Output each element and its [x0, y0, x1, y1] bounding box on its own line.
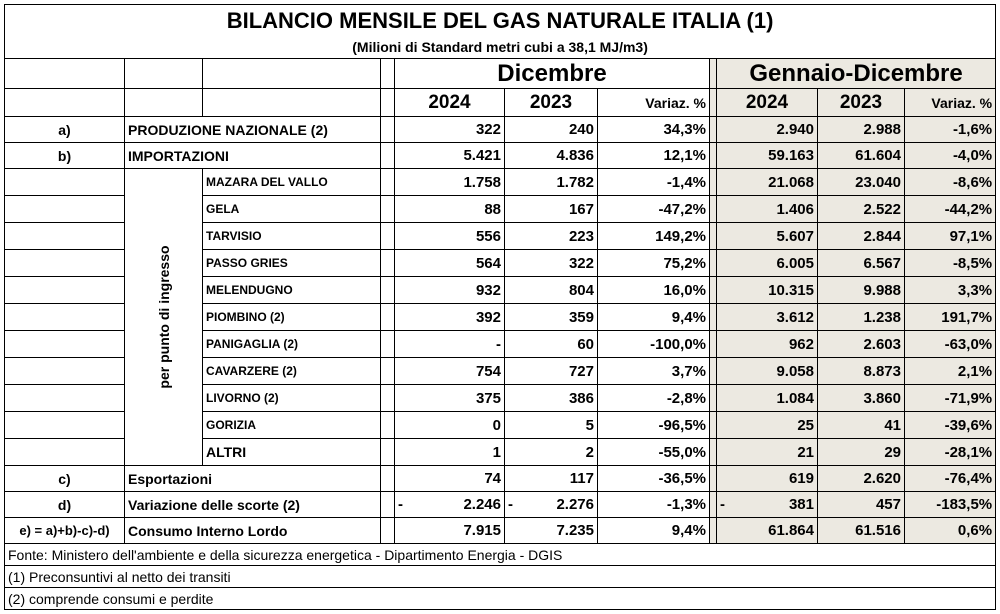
value-month-2023: 7.235 [505, 518, 598, 544]
table-row [5, 492, 996, 518]
value-month-var: -100,0% [598, 331, 710, 358]
value-month-2023: 322 [505, 250, 598, 277]
cell-empty [5, 439, 125, 466]
table-title: BILANCIO MENSILE DEL GAS NATURALE ITALIA (1) [5, 5, 996, 37]
value-cum-var: -28,1% [905, 439, 996, 466]
cell-empty [5, 89, 125, 117]
value-cum-2023: 61.516 [818, 518, 905, 544]
cell-gap [710, 277, 717, 304]
footnote-1: (1) Preconsuntivi al netto dei transiti [5, 566, 996, 588]
value-month-2023: 359 [505, 304, 598, 331]
header-year-month-2023: 2023 [505, 89, 598, 117]
value-cum-2023: 61.604 [818, 143, 905, 169]
gas-balance-table [4, 4, 996, 610]
value-cum-var: 3,3% [905, 277, 996, 304]
cell-gap [710, 117, 717, 143]
cell-gap [381, 59, 395, 89]
table-row [5, 117, 996, 143]
value-month-var: 75,2% [598, 250, 710, 277]
value-cum-var: -4,0% [905, 143, 996, 169]
cell-gap [710, 59, 717, 89]
header-year-cum-2024: 2024 [717, 89, 818, 117]
row-label: Consumo Interno Lordo [125, 518, 381, 544]
value-month-2024: 392 [395, 304, 505, 331]
cell-empty [5, 59, 125, 89]
value-month-2024: 74 [395, 466, 505, 492]
cell-gap [710, 304, 717, 331]
value-cum-2023: 23.040 [818, 169, 905, 196]
value-month-var: -1,4% [598, 169, 710, 196]
value-cum-2024: 10.315 [717, 277, 818, 304]
sign-minus: - [398, 496, 403, 513]
value-cum-2024: 9.058 [717, 358, 818, 385]
value-cum-2024: 619 [717, 466, 818, 492]
row-label: PRODUZIONE NAZIONALE (2) [125, 117, 381, 143]
value-month-2024: 0 [395, 412, 505, 439]
value-cum-2023: 41 [818, 412, 905, 439]
value-cum-2023: 6.567 [818, 250, 905, 277]
cell-gap [381, 492, 395, 518]
value-cum-2024: 21.068 [717, 169, 818, 196]
table-row [5, 143, 996, 169]
cell-gap [381, 143, 395, 169]
cell-empty [125, 89, 203, 117]
row-letter: a) [5, 117, 125, 143]
header-year-month-2024: 2024 [395, 89, 505, 117]
value-month-var: -2,8% [598, 385, 710, 412]
cell-gap [381, 223, 395, 250]
value-month-2024: 1.758 [395, 169, 505, 196]
entry-point-label: ALTRI [203, 439, 381, 466]
sign-minus: - [720, 496, 725, 513]
cell-empty [5, 196, 125, 223]
cell-gap [710, 331, 717, 358]
cell-empty [5, 331, 125, 358]
vertical-label-cell [125, 169, 203, 466]
value-month-2024: 322 [395, 117, 505, 143]
value-month-var: 16,0% [598, 277, 710, 304]
value-month-2024: 564 [395, 250, 505, 277]
cell-empty [5, 169, 125, 196]
value-month-var: 9,4% [598, 304, 710, 331]
entry-point-label: PANIGAGLIA (2) [203, 331, 381, 358]
value-cum-2023: 9.988 [818, 277, 905, 304]
value-cum-2023: 2.988 [818, 117, 905, 143]
value-cum-var: -76,4% [905, 466, 996, 492]
vertical-label: per punto di ingresso [155, 245, 172, 389]
table-row [5, 466, 996, 492]
value-month-var: 9,4% [598, 518, 710, 544]
value-month-2023: 727 [505, 358, 598, 385]
cell-gap [381, 518, 395, 544]
cell-gap [381, 385, 395, 412]
entry-point-label: LIVORNO (2) [203, 385, 381, 412]
cell-gap [381, 412, 395, 439]
value-cum-var: 191,7% [905, 304, 996, 331]
value-month-2023: 804 [505, 277, 598, 304]
value-month-var: -36,5% [598, 466, 710, 492]
entry-point-label: GORIZIA [203, 412, 381, 439]
cell-gap [710, 143, 717, 169]
value-month-var: -1,3% [598, 492, 710, 518]
entry-point-label: MAZARA DEL VALLO [203, 169, 381, 196]
cell-gap [710, 169, 717, 196]
cell-empty [203, 89, 381, 117]
cell-empty [5, 412, 125, 439]
value-cum-var: -71,9% [905, 385, 996, 412]
row-letter: d) [5, 492, 125, 518]
value-cum-var: -44,2% [905, 196, 996, 223]
cell-gap [381, 331, 395, 358]
value-cum-var: -183,5% [905, 492, 996, 518]
entry-point-label: PASSO GRIES [203, 250, 381, 277]
header-var-cum: Variaz. % [905, 89, 996, 117]
cell-gap [710, 466, 717, 492]
value-cum-2023: 1.238 [818, 304, 905, 331]
cell-gap [381, 196, 395, 223]
value-cum-var: -8,5% [905, 250, 996, 277]
cell-gap [710, 412, 717, 439]
value-cum-2023: 2.603 [818, 331, 905, 358]
table-row [5, 518, 996, 544]
cell-gap [710, 89, 717, 117]
header-year-cum-2023: 2023 [818, 89, 905, 117]
cell-gap [381, 117, 395, 143]
value-month-2024: 88 [395, 196, 505, 223]
value-month-2023: 223 [505, 223, 598, 250]
cell-gap [381, 89, 395, 117]
value-month-2023: 60 [505, 331, 598, 358]
cell-gap [381, 250, 395, 277]
value-month-2023: 2 [505, 439, 598, 466]
value-month-2024: 754 [395, 358, 505, 385]
value-cum-var: -8,6% [905, 169, 996, 196]
cell-gap [710, 223, 717, 250]
value-text: 381 [788, 496, 814, 513]
value-cum-2024: 61.864 [717, 518, 818, 544]
cell-gap [710, 492, 717, 518]
value-month-var: 149,2% [598, 223, 710, 250]
value-month-2023: 240 [505, 117, 598, 143]
value-cum-2024: 3.612 [717, 304, 818, 331]
value-cum-2024: 21 [717, 439, 818, 466]
cell-empty [125, 59, 203, 89]
value-text: 2.276 [556, 496, 594, 513]
value-cum-2023: 457 [818, 492, 905, 518]
row-label: Variazione delle scorte (2) [125, 492, 381, 518]
value-month-var: -55,0% [598, 439, 710, 466]
header-cumulative: Gennaio-Dicembre [717, 59, 996, 89]
cell-gap [381, 169, 395, 196]
cell-gap [381, 304, 395, 331]
value-month-2023 [505, 492, 598, 518]
value-cum-2023: 29 [818, 439, 905, 466]
value-month-var: 3,7% [598, 358, 710, 385]
cell-gap [710, 250, 717, 277]
entry-point-label: TARVISIO [203, 223, 381, 250]
value-cum-2024: 1.406 [717, 196, 818, 223]
value-month-2024: 5.421 [395, 143, 505, 169]
value-cum-var: 97,1% [905, 223, 996, 250]
value-month-2024: 7.915 [395, 518, 505, 544]
value-cum-2024: 5.607 [717, 223, 818, 250]
value-month-2023: 167 [505, 196, 598, 223]
cell-gap [381, 466, 395, 492]
cell-gap [381, 439, 395, 466]
cell-gap [710, 385, 717, 412]
cell-empty [5, 250, 125, 277]
entry-point-label: MELENDUGNO [203, 277, 381, 304]
value-cum-var: 0,6% [905, 518, 996, 544]
sign-minus: - [508, 496, 513, 513]
value-cum-2024: 6.005 [717, 250, 818, 277]
cell-gap [710, 358, 717, 385]
row-letter: e) = a)+b)-c)-d) [5, 518, 125, 544]
value-month-2024: 556 [395, 223, 505, 250]
value-month-2023: 5 [505, 412, 598, 439]
value-cum-2023: 8.873 [818, 358, 905, 385]
row-letter: c) [5, 466, 125, 492]
cell-empty [203, 59, 381, 89]
value-month-var: -47,2% [598, 196, 710, 223]
cell-gap [710, 196, 717, 223]
footnote-2: (2) comprende consumi e perdite [5, 588, 996, 610]
value-cum-var: -1,6% [905, 117, 996, 143]
cell-empty [5, 304, 125, 331]
value-cum-2023: 2.844 [818, 223, 905, 250]
entry-point-label: GELA [203, 196, 381, 223]
cell-gap [710, 439, 717, 466]
value-cum-2024 [717, 492, 818, 518]
cell-gap [710, 518, 717, 544]
header-var-month: Variaz. % [598, 89, 710, 117]
value-cum-2023: 2.522 [818, 196, 905, 223]
value-cum-2024: 25 [717, 412, 818, 439]
footnote-source: Fonte: Ministero dell'ambiente e della sicurezza energetica - Dipartimento Energia - DGIS [5, 544, 996, 566]
cell-empty [5, 277, 125, 304]
cell-gap [381, 358, 395, 385]
cell-empty [5, 385, 125, 412]
value-cum-2023: 2.620 [818, 466, 905, 492]
row-label: Esportazioni [125, 466, 381, 492]
value-cum-2024: 2.940 [717, 117, 818, 143]
value-month-2024: 932 [395, 277, 505, 304]
value-month-2023: 386 [505, 385, 598, 412]
value-cum-2024: 59.163 [717, 143, 818, 169]
value-month-2023: 117 [505, 466, 598, 492]
value-month-2024 [395, 492, 505, 518]
value-cum-var: 2,1% [905, 358, 996, 385]
cell-empty [5, 358, 125, 385]
header-month: Dicembre [395, 59, 710, 89]
value-month-2024: 1 [395, 439, 505, 466]
value-month-2024: - [395, 331, 505, 358]
cell-gap [381, 277, 395, 304]
value-month-2023: 4.836 [505, 143, 598, 169]
value-text: 2.246 [463, 496, 501, 513]
value-cum-2024: 962 [717, 331, 818, 358]
value-month-var: 34,3% [598, 117, 710, 143]
value-month-var: 12,1% [598, 143, 710, 169]
value-cum-2023: 3.860 [818, 385, 905, 412]
cell-empty [5, 223, 125, 250]
value-cum-var: -63,0% [905, 331, 996, 358]
entry-point-label: PIOMBINO (2) [203, 304, 381, 331]
table-subtitle: (Milioni di Standard metri cubi a 38,1 MJ/m3) [5, 37, 996, 59]
value-cum-var: -39,6% [905, 412, 996, 439]
value-month-var: -96,5% [598, 412, 710, 439]
row-label: IMPORTAZIONI [125, 143, 381, 169]
row-letter: b) [5, 143, 125, 169]
entry-point-label: CAVARZERE (2) [203, 358, 381, 385]
value-cum-2024: 1.084 [717, 385, 818, 412]
table-row [5, 169, 996, 196]
value-month-2023: 1.782 [505, 169, 598, 196]
value-month-2024: 375 [395, 385, 505, 412]
